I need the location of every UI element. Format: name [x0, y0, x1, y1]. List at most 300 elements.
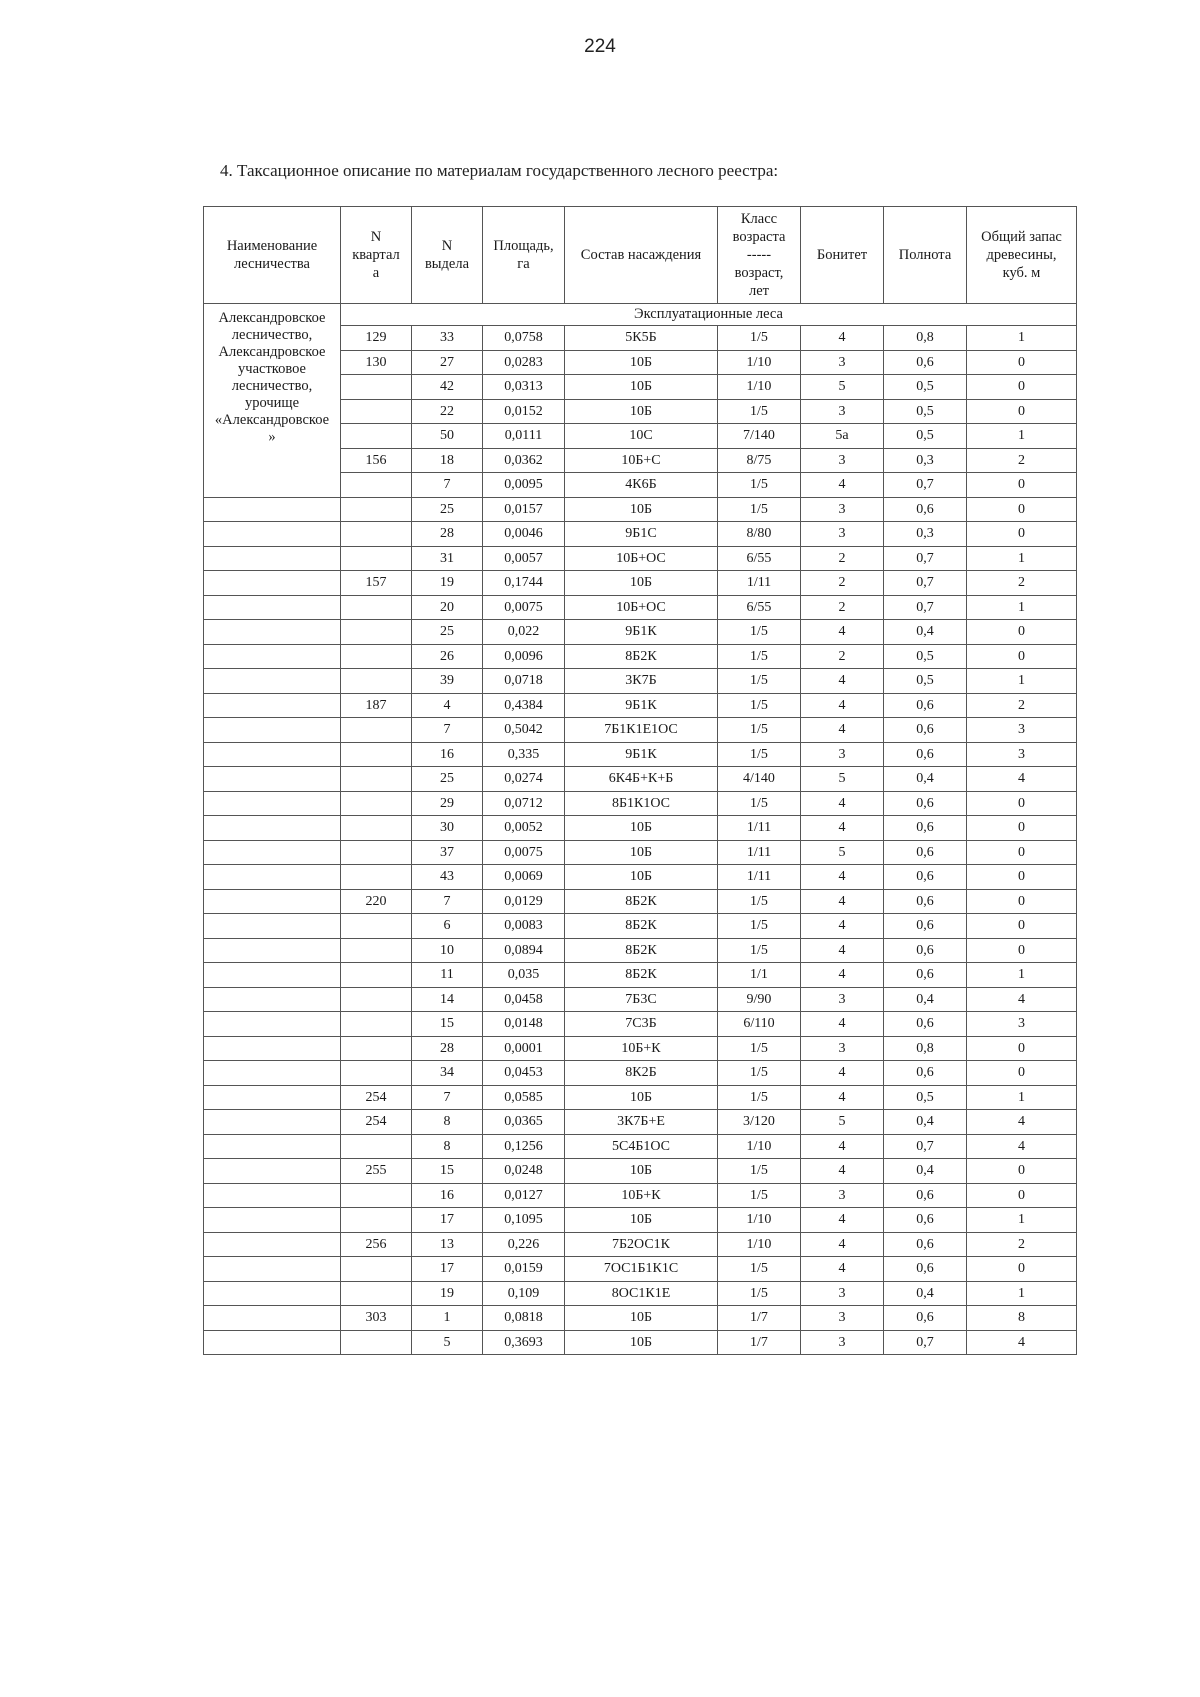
bonitet-cell: 4	[801, 693, 884, 718]
bonitet-cell: 3	[801, 1183, 884, 1208]
forestry-empty-cell	[204, 987, 341, 1012]
density-cell: 0,6	[884, 693, 967, 718]
age-class-cell: 6/110	[718, 1012, 801, 1037]
header-composition	[565, 207, 718, 304]
quarter-cell	[341, 1012, 412, 1037]
timber-stock-cell: 0	[967, 1036, 1077, 1061]
bonitet-cell: 4	[801, 963, 884, 988]
composition-cell: 6К4Б+К+Б	[565, 767, 718, 792]
age-class-cell: 1/10	[718, 1232, 801, 1257]
timber-stock-cell: 1	[967, 595, 1077, 620]
quarter-cell	[341, 1036, 412, 1061]
table-row	[204, 669, 1077, 694]
age-class-cell: 1/5	[718, 497, 801, 522]
plot-cell: 50	[412, 424, 483, 449]
area-cell: 0,0274	[483, 767, 565, 792]
age-class-cell: 6/55	[718, 595, 801, 620]
timber-stock-cell: 2	[967, 693, 1077, 718]
timber-stock-cell: 0	[967, 1257, 1077, 1282]
forestry-empty-cell	[204, 889, 341, 914]
header-text-line: а	[372, 265, 380, 281]
table-row	[204, 1110, 1077, 1135]
area-cell: 0,0052	[483, 816, 565, 841]
density-cell: 0,6	[884, 963, 967, 988]
table-row	[204, 1232, 1077, 1257]
forestry-empty-cell	[204, 620, 341, 645]
plot-cell: 22	[412, 399, 483, 424]
age-class-cell: 1/5	[718, 693, 801, 718]
plot-cell: 19	[412, 571, 483, 596]
header-text-line: N	[441, 238, 453, 254]
header-text-line: Общий запас	[981, 229, 1062, 245]
density-cell: 0,4	[884, 620, 967, 645]
header-timber-stock	[967, 207, 1077, 304]
composition-cell: 10Б	[565, 816, 718, 841]
bonitet-cell: 2	[801, 546, 884, 571]
table-row	[204, 914, 1077, 939]
quarter-cell	[341, 375, 412, 400]
header-text-line: Бонитет	[816, 247, 868, 263]
header-text-line: Класс	[740, 211, 778, 227]
timber-stock-cell: 0	[967, 522, 1077, 547]
density-cell: 0,6	[884, 889, 967, 914]
timber-stock-cell: 1	[967, 963, 1077, 988]
density-cell: 0,6	[884, 742, 967, 767]
header-text-line: N	[370, 229, 382, 245]
density-cell: 0,7	[884, 473, 967, 498]
area-cell: 0,4384	[483, 693, 565, 718]
bonitet-cell: 2	[801, 571, 884, 596]
bonitet-cell: 3	[801, 1306, 884, 1331]
plot-cell: 16	[412, 742, 483, 767]
composition-cell: 8Б2К	[565, 938, 718, 963]
timber-stock-cell: 0	[967, 791, 1077, 816]
timber-stock-cell: 0	[967, 473, 1077, 498]
age-class-cell: 1/7	[718, 1306, 801, 1331]
section-title: Эксплуатационные леса	[341, 304, 1077, 326]
area-cell: 0,1095	[483, 1208, 565, 1233]
forestry-empty-cell	[204, 1061, 341, 1086]
timber-stock-cell: 4	[967, 767, 1077, 792]
quarter-cell	[341, 791, 412, 816]
age-class-cell: 1/11	[718, 571, 801, 596]
bonitet-cell: 3	[801, 1330, 884, 1355]
bonitet-cell: 4	[801, 620, 884, 645]
table-row	[204, 1208, 1077, 1233]
quarter-cell: 254	[341, 1085, 412, 1110]
bonitet-cell: 4	[801, 1232, 884, 1257]
bonitet-cell: 3	[801, 399, 884, 424]
area-cell: 0,0111	[483, 424, 565, 449]
density-cell: 0,6	[884, 1306, 967, 1331]
timber-stock-cell: 0	[967, 350, 1077, 375]
age-class-cell: 1/7	[718, 1330, 801, 1355]
forestry-empty-cell	[204, 1012, 341, 1037]
quarter-cell: 156	[341, 448, 412, 473]
density-cell: 0,7	[884, 595, 967, 620]
table-row	[204, 571, 1077, 596]
composition-cell: 8Б1К1ОС	[565, 791, 718, 816]
timber-stock-cell: 0	[967, 1183, 1077, 1208]
page-number: 224	[584, 36, 616, 57]
quarter-cell	[341, 1134, 412, 1159]
age-class-cell: 1/11	[718, 840, 801, 865]
bonitet-cell: 3	[801, 1036, 884, 1061]
plot-cell: 11	[412, 963, 483, 988]
header-row	[204, 207, 1077, 304]
quarter-cell	[341, 816, 412, 841]
composition-cell: 9Б1С	[565, 522, 718, 547]
area-cell: 0,0001	[483, 1036, 565, 1061]
timber-stock-cell: 4	[967, 1110, 1077, 1135]
header-text-line: возраст,	[734, 265, 784, 281]
composition-cell: 10Б	[565, 399, 718, 424]
bonitet-cell: 4	[801, 1208, 884, 1233]
quarter-cell: 130	[341, 350, 412, 375]
forestry-empty-cell	[204, 693, 341, 718]
composition-cell: 10Б	[565, 1085, 718, 1110]
age-class-cell: 1/5	[718, 644, 801, 669]
bonitet-cell: 5	[801, 375, 884, 400]
age-class-cell: 1/5	[718, 1281, 801, 1306]
timber-stock-cell: 0	[967, 816, 1077, 841]
table-row	[204, 1306, 1077, 1331]
plot-cell: 43	[412, 865, 483, 890]
table-row	[204, 595, 1077, 620]
header-text-line: Наименование	[226, 238, 318, 254]
table-row	[204, 963, 1077, 988]
density-cell: 0,3	[884, 522, 967, 547]
composition-cell: 9Б1К	[565, 742, 718, 767]
area-cell: 0,3693	[483, 1330, 565, 1355]
forestry-empty-cell	[204, 791, 341, 816]
table-body	[204, 304, 1077, 1355]
table-row	[204, 546, 1077, 571]
area-cell: 0,335	[483, 742, 565, 767]
quarter-cell	[341, 424, 412, 449]
timber-stock-cell: 1	[967, 1208, 1077, 1233]
bonitet-cell: 3	[801, 350, 884, 375]
plot-cell: 7	[412, 473, 483, 498]
quarter-cell	[341, 1061, 412, 1086]
table-row	[204, 1159, 1077, 1184]
composition-cell: 7ОС1Б1К1С	[565, 1257, 718, 1282]
plot-cell: 8	[412, 1110, 483, 1135]
forestry-empty-cell	[204, 1134, 341, 1159]
composition-cell: 4К6Б	[565, 473, 718, 498]
plot-cell: 28	[412, 522, 483, 547]
age-class-cell: 1/5	[718, 1183, 801, 1208]
plot-cell: 28	[412, 1036, 483, 1061]
composition-cell: 8Б2К	[565, 914, 718, 939]
forestry-name-cell	[204, 304, 341, 498]
quarter-cell: 303	[341, 1306, 412, 1331]
timber-stock-cell: 1	[967, 546, 1077, 571]
area-cell: 0,0718	[483, 669, 565, 694]
forestry-empty-cell	[204, 1281, 341, 1306]
quarter-cell	[341, 522, 412, 547]
plot-cell: 33	[412, 326, 483, 351]
composition-cell: 7С3Б	[565, 1012, 718, 1037]
area-cell: 0,5042	[483, 718, 565, 743]
area-cell: 0,0075	[483, 840, 565, 865]
plot-cell: 7	[412, 1085, 483, 1110]
composition-cell: 5К5Б	[565, 326, 718, 351]
age-class-cell: 1/5	[718, 399, 801, 424]
plot-cell: 34	[412, 1061, 483, 1086]
forestry-empty-cell	[204, 497, 341, 522]
plot-cell: 13	[412, 1232, 483, 1257]
bonitet-cell: 3	[801, 522, 884, 547]
density-cell: 0,6	[884, 816, 967, 841]
header-plot	[412, 207, 483, 304]
quarter-cell	[341, 595, 412, 620]
composition-cell: 9Б1К	[565, 693, 718, 718]
header-bonitet	[801, 207, 884, 304]
age-class-cell: 1/5	[718, 742, 801, 767]
composition-cell: 10С	[565, 424, 718, 449]
bonitet-cell: 4	[801, 1159, 884, 1184]
bonitet-cell: 5	[801, 1110, 884, 1135]
forestry-empty-cell	[204, 1306, 341, 1331]
composition-cell: 8Б2К	[565, 963, 718, 988]
forestry-empty-cell	[204, 1085, 341, 1110]
age-class-cell: 9/90	[718, 987, 801, 1012]
density-cell: 0,4	[884, 767, 967, 792]
timber-stock-cell: 1	[967, 424, 1077, 449]
header-text-line: лет	[748, 283, 769, 299]
area-cell: 0,0365	[483, 1110, 565, 1135]
forestry-name-line: участковое	[238, 361, 306, 377]
bonitet-cell: 4	[801, 938, 884, 963]
density-cell: 0,4	[884, 1110, 967, 1135]
timber-stock-cell: 4	[967, 1330, 1077, 1355]
composition-cell: 10Б	[565, 497, 718, 522]
bonitet-cell: 4	[801, 1134, 884, 1159]
plot-cell: 29	[412, 791, 483, 816]
quarter-cell	[341, 914, 412, 939]
table-row	[204, 1036, 1077, 1061]
age-class-cell: 1/5	[718, 473, 801, 498]
quarter-cell	[341, 620, 412, 645]
age-class-cell: 1/5	[718, 620, 801, 645]
quarter-cell	[341, 840, 412, 865]
age-class-cell: 1/1	[718, 963, 801, 988]
plot-cell: 7	[412, 889, 483, 914]
plot-cell: 18	[412, 448, 483, 473]
quarter-cell: 255	[341, 1159, 412, 1184]
age-class-cell: 1/5	[718, 938, 801, 963]
quarter-cell	[341, 767, 412, 792]
age-class-cell: 1/5	[718, 718, 801, 743]
age-class-cell: 1/5	[718, 1036, 801, 1061]
age-class-cell: 1/11	[718, 865, 801, 890]
plot-cell: 25	[412, 767, 483, 792]
bonitet-cell: 4	[801, 914, 884, 939]
area-cell: 0,0075	[483, 595, 565, 620]
quarter-cell	[341, 963, 412, 988]
bonitet-cell: 5а	[801, 424, 884, 449]
forestry-empty-cell	[204, 546, 341, 571]
density-cell: 0,6	[884, 718, 967, 743]
header-forestry	[204, 207, 341, 304]
forestry-name-line: »	[268, 429, 276, 445]
age-class-cell: 1/5	[718, 1257, 801, 1282]
density-cell: 0,6	[884, 865, 967, 890]
plot-cell: 15	[412, 1159, 483, 1184]
header-text-line: Состав насаждения	[580, 247, 702, 263]
header-text-line: Полнота	[898, 247, 952, 263]
timber-stock-cell: 0	[967, 1159, 1077, 1184]
area-cell: 0,0159	[483, 1257, 565, 1282]
plot-cell: 26	[412, 644, 483, 669]
table-row	[204, 620, 1077, 645]
composition-cell: 3К7Б+Е	[565, 1110, 718, 1135]
density-cell: 0,4	[884, 987, 967, 1012]
density-cell: 0,6	[884, 938, 967, 963]
area-cell: 0,0152	[483, 399, 565, 424]
timber-stock-cell: 1	[967, 1281, 1077, 1306]
forestry-empty-cell	[204, 669, 341, 694]
density-cell: 0,3	[884, 448, 967, 473]
forestry-empty-cell	[204, 963, 341, 988]
forestry-empty-cell	[204, 742, 341, 767]
table-row	[204, 791, 1077, 816]
plot-cell: 39	[412, 669, 483, 694]
table-caption: 4. Таксационное описание по материалам государственного лесного реестра:	[220, 161, 779, 180]
forestry-name-line: урочище	[244, 395, 300, 411]
age-class-cell: 1/10	[718, 350, 801, 375]
density-cell: 0,5	[884, 1085, 967, 1110]
table-row	[204, 889, 1077, 914]
table-row	[204, 718, 1077, 743]
age-class-cell: 8/80	[718, 522, 801, 547]
plot-cell: 31	[412, 546, 483, 571]
age-class-cell: 1/5	[718, 791, 801, 816]
age-class-cell: 6/55	[718, 546, 801, 571]
density-cell: 0,7	[884, 1134, 967, 1159]
quarter-cell	[341, 1330, 412, 1355]
timber-stock-cell: 0	[967, 889, 1077, 914]
forestry-empty-cell	[204, 938, 341, 963]
age-class-cell: 1/10	[718, 375, 801, 400]
forestry-empty-cell	[204, 644, 341, 669]
header-area	[483, 207, 565, 304]
density-cell: 0,6	[884, 1257, 967, 1282]
header-text-line: квартал	[352, 247, 400, 263]
composition-cell: 10Б+С	[565, 448, 718, 473]
age-class-cell: 1/5	[718, 669, 801, 694]
density-cell: 0,4	[884, 1281, 967, 1306]
timber-stock-cell: 0	[967, 620, 1077, 645]
composition-cell: 8Б2К	[565, 644, 718, 669]
density-cell: 0,5	[884, 669, 967, 694]
header-text-line: выдела	[424, 256, 470, 272]
bonitet-cell: 4	[801, 473, 884, 498]
age-class-cell: 1/10	[718, 1134, 801, 1159]
density-cell: 0,6	[884, 1232, 967, 1257]
bonitet-cell: 3	[801, 987, 884, 1012]
timber-stock-cell: 0	[967, 644, 1077, 669]
quarter-cell: 187	[341, 693, 412, 718]
area-cell: 0,0894	[483, 938, 565, 963]
forestry-empty-cell	[204, 1208, 341, 1233]
forestry-empty-cell	[204, 1159, 341, 1184]
plot-cell: 30	[412, 816, 483, 841]
plot-cell: 20	[412, 595, 483, 620]
bonitet-cell: 3	[801, 448, 884, 473]
composition-cell: 7Б1К1Е1ОС	[565, 718, 718, 743]
quarter-cell	[341, 669, 412, 694]
density-cell: 0,4	[884, 1159, 967, 1184]
bonitet-cell: 5	[801, 840, 884, 865]
age-class-cell: 1/10	[718, 1208, 801, 1233]
plot-cell: 4	[412, 693, 483, 718]
forestry-empty-cell	[204, 718, 341, 743]
plot-cell: 10	[412, 938, 483, 963]
timber-stock-cell: 0	[967, 1061, 1077, 1086]
quarter-cell	[341, 938, 412, 963]
area-cell: 0,035	[483, 963, 565, 988]
bonitet-cell: 2	[801, 644, 884, 669]
density-cell: 0,6	[884, 1183, 967, 1208]
age-class-cell: 8/75	[718, 448, 801, 473]
plot-cell: 37	[412, 840, 483, 865]
forestry-name-line: «Александровское	[214, 412, 330, 428]
table-row	[204, 938, 1077, 963]
composition-cell: 10Б+ОС	[565, 546, 718, 571]
quarter-cell	[341, 742, 412, 767]
composition-cell: 10Б+ОС	[565, 595, 718, 620]
area-cell: 0,1256	[483, 1134, 565, 1159]
header-text-line: -----	[746, 247, 772, 263]
table-row	[204, 1012, 1077, 1037]
table-row	[204, 865, 1077, 890]
area-cell: 0,0458	[483, 987, 565, 1012]
age-class-cell: 3/120	[718, 1110, 801, 1135]
density-cell: 0,8	[884, 326, 967, 351]
age-class-cell: 1/5	[718, 1159, 801, 1184]
forestry-empty-cell	[204, 1257, 341, 1282]
quarter-cell	[341, 1257, 412, 1282]
age-class-cell: 1/5	[718, 1085, 801, 1110]
header-text-line: Площадь,	[493, 238, 554, 254]
quarter-cell: 220	[341, 889, 412, 914]
area-cell: 0,0758	[483, 326, 565, 351]
plot-cell: 27	[412, 350, 483, 375]
forestry-name-line: лесничество,	[231, 378, 313, 394]
bonitet-cell: 4	[801, 718, 884, 743]
timber-stock-cell: 3	[967, 718, 1077, 743]
plot-cell: 19	[412, 1281, 483, 1306]
bonitet-cell: 3	[801, 1281, 884, 1306]
forestry-empty-cell	[204, 816, 341, 841]
table-row	[204, 1085, 1077, 1110]
bonitet-cell: 4	[801, 791, 884, 816]
quarter-cell: 129	[341, 326, 412, 351]
age-class-cell: 1/5	[718, 1061, 801, 1086]
header-density	[884, 207, 967, 304]
forestry-name-line: лесничество,	[231, 327, 313, 343]
density-cell: 0,8	[884, 1036, 967, 1061]
timber-stock-cell: 0	[967, 865, 1077, 890]
timber-stock-cell: 1	[967, 1085, 1077, 1110]
timber-stock-cell: 0	[967, 938, 1077, 963]
bonitet-cell: 5	[801, 767, 884, 792]
header-quarter	[341, 207, 412, 304]
forestry-empty-cell	[204, 1183, 341, 1208]
area-cell: 0,0712	[483, 791, 565, 816]
